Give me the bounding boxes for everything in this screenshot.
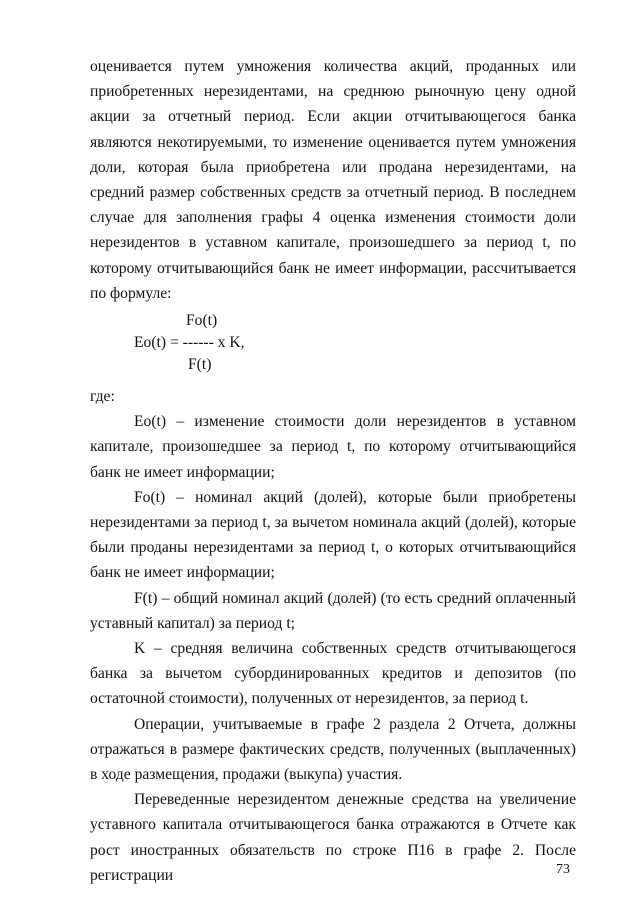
definition-k: K – средняя величина собственных средств отчитывающегося банка за вычетом субординированных кредитов и депозитов (по остаточной стоимости), полученных от нерезидентов, за период t. [90,640,576,708]
body-text [90,54,576,888]
definition-eo: Eo(t) – изменение стоимости доли нерезидентов в уставном капитале, произошедшее за период t, по которому отчитывающийся банк не имеет информации; [90,413,576,481]
where-label: где: [90,388,115,406]
definition-f: F(t) – общий номинал акций (долей) (то есть средний оплаченный уставный капитал) за период t; [90,589,576,632]
formula-numerator: Fo(t) [186,312,218,330]
formula-denominator: F(t) [188,356,212,374]
paragraph-intro: оценивается путем умножения количества акций, проданных или приобретенных нерезидентами, на среднюю рыночную цену одной акции за отчетный период. Если акции отчитывающегося банка являются некотируемыми, то изменение оценивается путем умножения доли, которая была приобретена или продана нерезидентами, на средний размер собственных средств за отчетный период. В последнем случае для заполнения графы 4 оценка изменения стоимости доли нерезидентов в уставном капитале, произошедшего за период t, по которому отчитывающийся банк не имеет информации, рассчитывается по формуле: [90,58,576,302]
page-number: 73 [556,862,570,877]
formula [90,312,576,384]
paragraph-operations: Операции, учитываемые в графе 2 раздела 2 Отчета, должны отражаться в размере фактических средств, полученных (выплаченных) в ходе размещения, продажи (выкупа) участия. [90,715,576,784]
formula-main-line: Eo(t) = ------ x K, [134,334,245,352]
definition-fo: Fo(t) – номинал акций (долей), которые были приобретены нерезидентами за период t, за вычетом номинала акций (долей), которые были проданы нерезидентами за период t, о которых отчитывающийся банк не имеет информации; [90,488,576,582]
paragraph-transfers: Переведенные нерезидентом денежные средства на увеличение уставного капитала отчитывающегося банка отражаются в Отчете как рост иностранных обязательств по строке П16 в графе 2. После регистрации [90,791,576,884]
